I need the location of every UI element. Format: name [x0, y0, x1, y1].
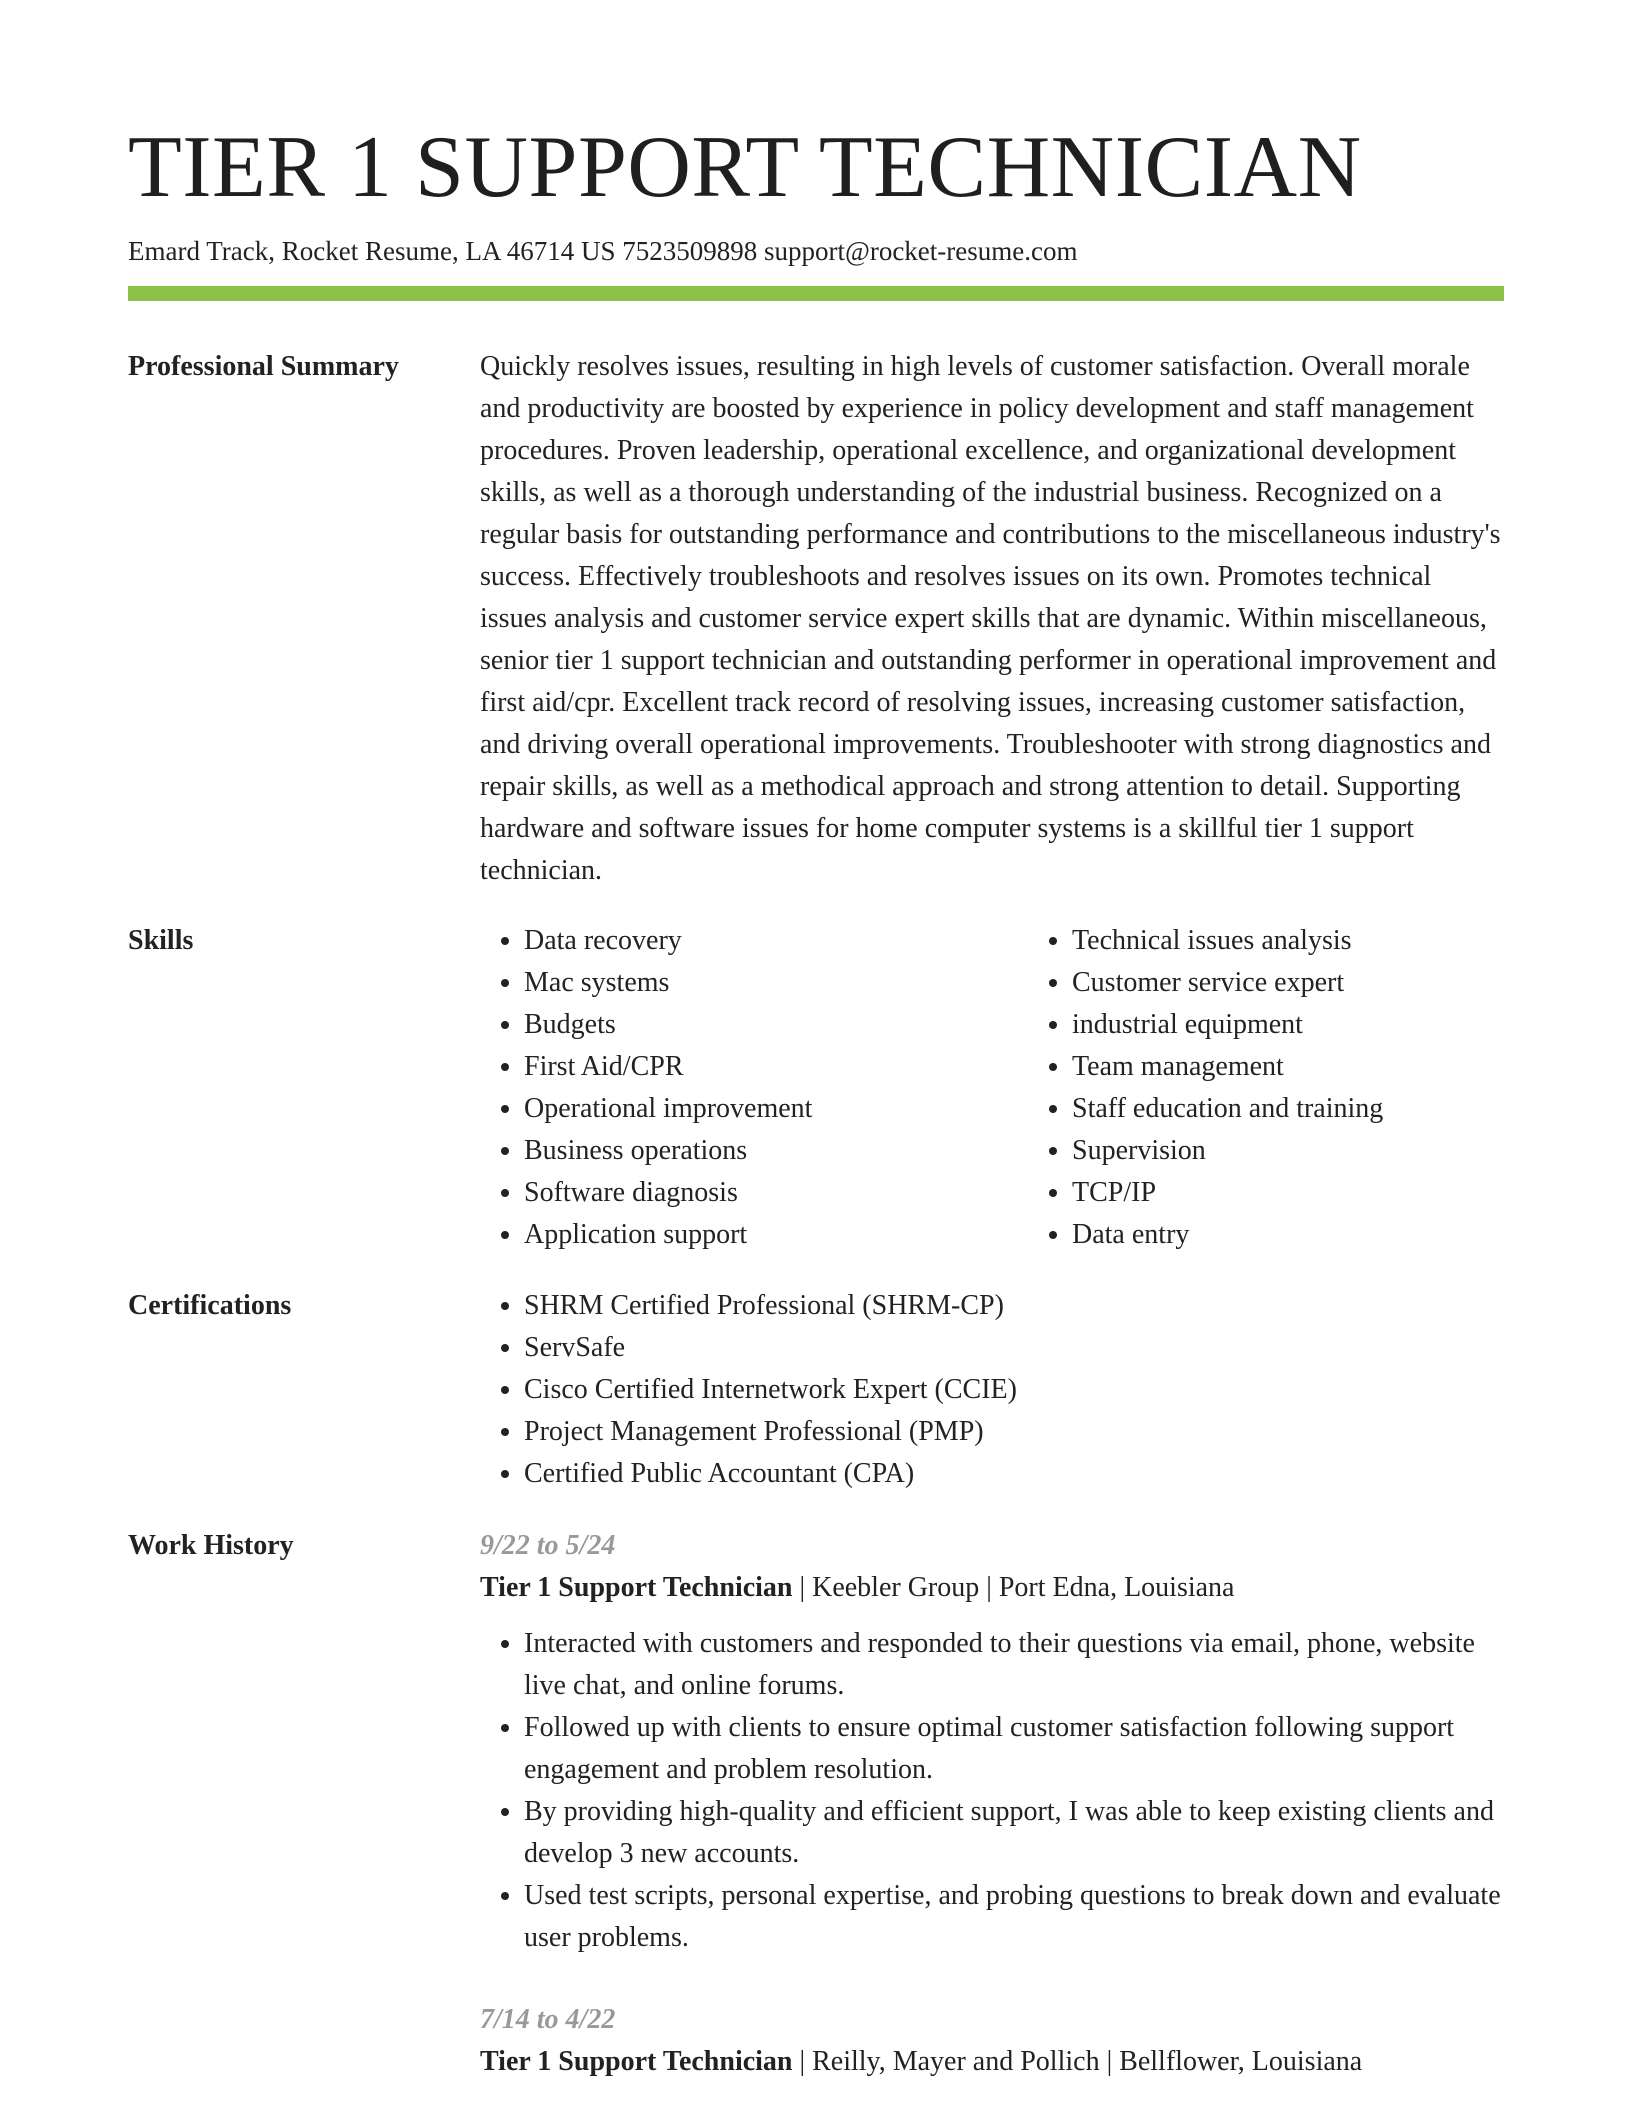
skill-item: • industrial equipment — [1072, 1004, 1576, 1046]
skill-item: • First Aid/CPR — [524, 1046, 1028, 1088]
skill-item: • Customer service expert — [1072, 962, 1576, 1004]
skill-item: • TCP/IP — [1072, 1172, 1576, 1214]
job-bullet: • Interacted with customers and responded to their questions via email, phone, website live chat, and online forums. — [524, 1623, 1504, 1707]
certification-item: • ServSafe — [524, 1327, 1504, 1369]
skills-column-1 — [480, 920, 1028, 1256]
job-heading — [480, 1567, 1504, 1609]
summary-text: Quickly resolves issues, resulting in high levels of customer satisfaction. Overall morale and productivity are boosted by experience in policy development and staff management procedures. Proven leadership, operational excellence, and organizational development skills, as well as a thorough understanding of the industrial business. Recognized on a regular basis for outstanding performance and contributions to the miscellaneous industry's success. Effectively troubleshoots and resolves issues on its own. Promotes technical issues analysis and customer service expert skills that are dynamic. Within miscellaneous, senior tier 1 support technician and outstanding performer in operational improvement and first aid/cpr. Excellent track record of resolving issues, increasing customer satisfaction, and driving overall operational improvements. Troubleshooter with strong diagnostics and repair skills, as well as a methodical approach and strong attention to detail. Supporting hardware and software issues for home computer systems is a skillful tier 1 support technician. — [480, 351, 1501, 886]
certification-item: • SHRM Certified Professional (SHRM-CP) — [524, 1285, 1504, 1327]
job-title: Tier 1 Support Technician — [480, 1572, 793, 1603]
job-bullet: • Followed up with clients to ensure optimal customer satisfaction following support engagement and problem resolution. — [524, 1707, 1504, 1791]
job-entry — [480, 1525, 1504, 1959]
job-dates: 9/22 to 5/24 — [480, 1530, 616, 1561]
section-title-work-history: Work History — [128, 1530, 294, 1561]
work-history-section — [128, 1525, 1504, 2123]
section-title-summary: Professional Summary — [128, 351, 399, 382]
skill-item: • Team management — [1072, 1046, 1576, 1088]
summary-body — [480, 346, 1504, 892]
section-title-skills: Skills — [128, 925, 194, 956]
job-employer-location: | Keebler Group | Port Edna, Louisiana — [792, 1572, 1235, 1603]
skill-item: • Supervision — [1072, 1130, 1576, 1172]
skills-column-2 — [1028, 920, 1576, 1256]
job-employer-location: | Reilly, Mayer and Pollich | Bellflower, Louisiana — [792, 2046, 1363, 2077]
skill-item: • Staff education and training — [1072, 1088, 1576, 1130]
skill-item: • Operational improvement — [524, 1088, 1028, 1130]
job-entry — [480, 1999, 1504, 2083]
contact-line: Emard Track, Rocket Resume, LA 46714 US 7523509898 support@rocket-resume.com — [128, 235, 1078, 266]
job-heading — [480, 2041, 1504, 2083]
skills-body — [480, 920, 1576, 1256]
resume-title: TIER 1 SUPPORT TECHNICIAN — [128, 119, 1362, 216]
certifications-body — [480, 1285, 1504, 1495]
summary-section — [128, 346, 1504, 892]
certification-item: • Cisco Certified Internetwork Expert (CCIE) — [524, 1369, 1504, 1411]
skill-item: • Technical issues analysis — [1072, 920, 1576, 962]
skill-item: • Software diagnosis — [524, 1172, 1028, 1214]
resume-header — [128, 120, 1504, 267]
skill-item: • Mac systems — [524, 962, 1028, 1004]
job-dates: 7/14 to 4/22 — [480, 2004, 616, 2035]
skill-item: • Application support — [524, 1214, 1028, 1256]
job-title: Tier 1 Support Technician — [480, 2046, 793, 2077]
work-history-body — [480, 1525, 1504, 2123]
certifications-section — [128, 1285, 1504, 1495]
skill-item: • Data entry — [1072, 1214, 1576, 1256]
skill-item: • Data recovery — [524, 920, 1028, 962]
certification-item: • Project Management Professional (PMP) — [524, 1411, 1504, 1453]
skill-item: • Budgets — [524, 1004, 1028, 1046]
job-bullet: • Used test scripts, personal expertise, and probing questions to break down and evaluate user problems. — [524, 1875, 1504, 1959]
job-bullets — [480, 1623, 1504, 1959]
header-accent-rule — [128, 286, 1504, 301]
certifications-list — [480, 1285, 1504, 1495]
certification-item: • Certified Public Accountant (CPA) — [524, 1453, 1504, 1495]
skill-item: • Business operations — [524, 1130, 1028, 1172]
job-bullet: • By providing high-quality and efficient support, I was able to keep existing clients and develop 3 new accounts. — [524, 1791, 1504, 1875]
skills-section — [128, 920, 1504, 1256]
section-title-certifications: Certifications — [128, 1290, 292, 1321]
